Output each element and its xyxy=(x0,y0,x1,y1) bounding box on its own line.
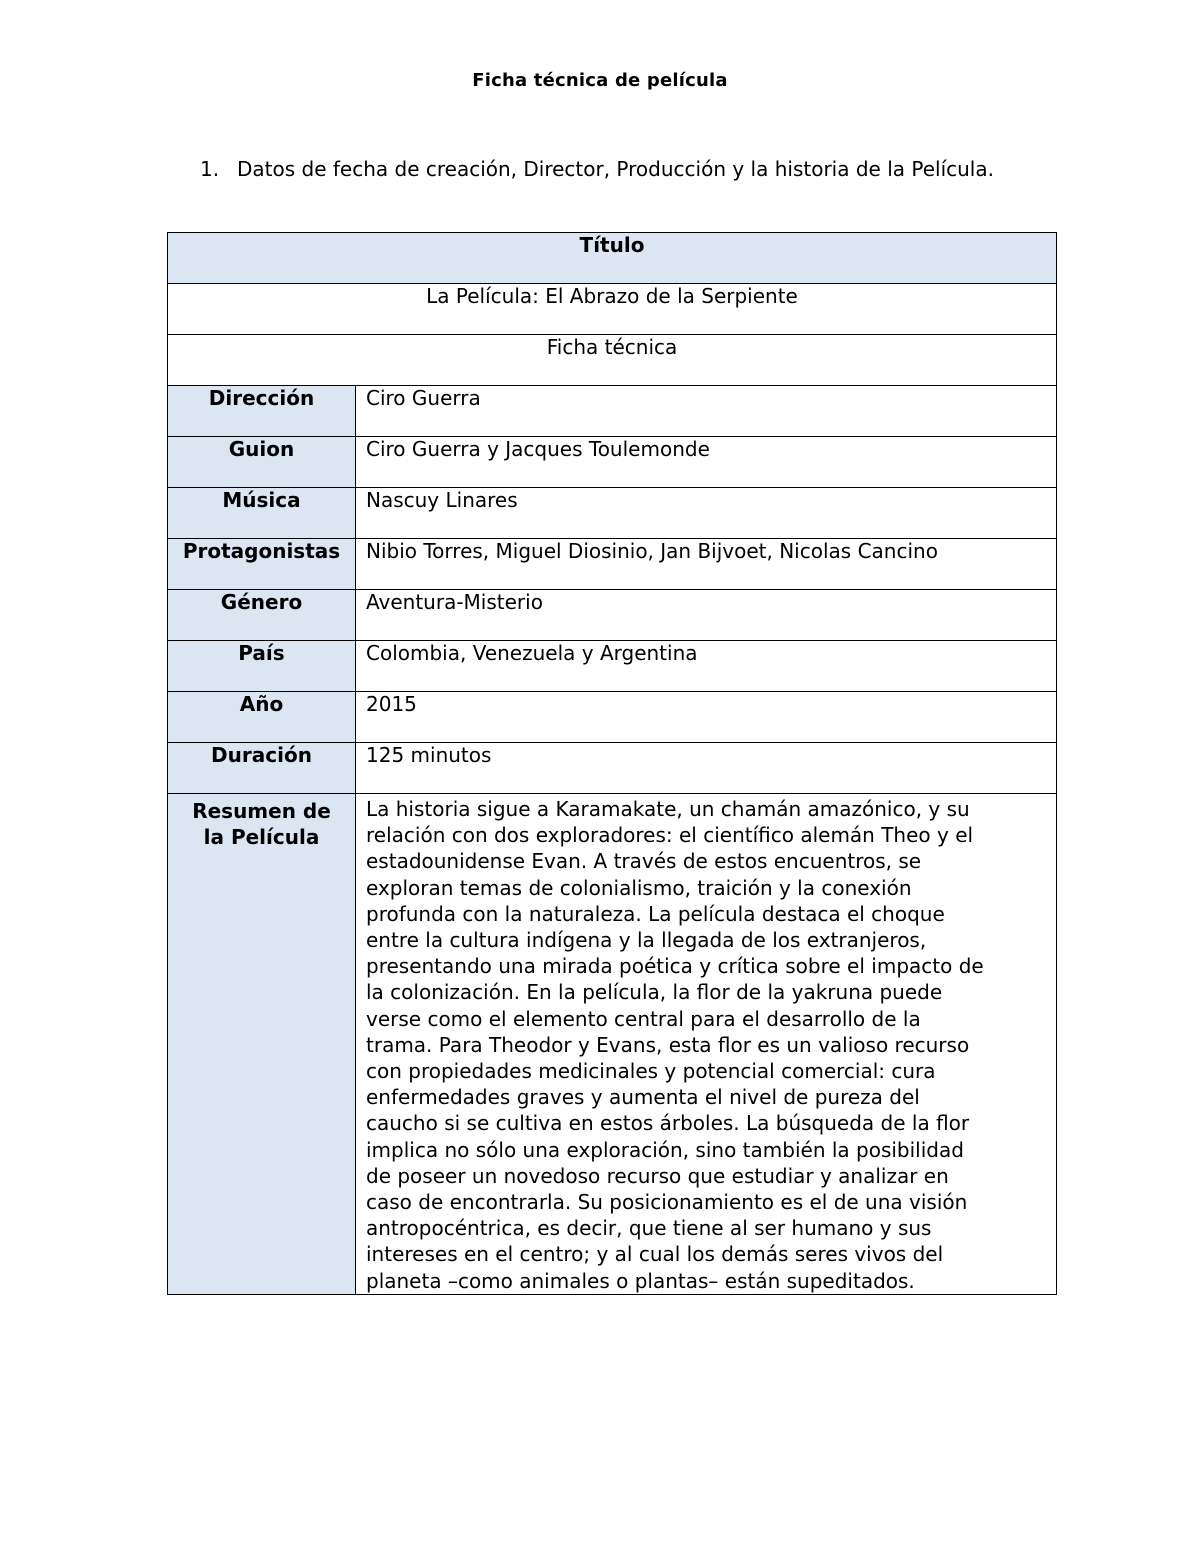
field-value: Nibio Torres, Miguel Diosinio, Jan Bijvoet, Nicolas Cancino xyxy=(356,539,1057,590)
field-value: Aventura-Misterio xyxy=(356,590,1057,641)
field-value: 2015 xyxy=(356,692,1057,743)
list-number: 1. xyxy=(200,157,220,181)
header-label-cell: Título xyxy=(168,233,1057,284)
field-value: 125 minutos xyxy=(356,743,1057,794)
field-row-guion xyxy=(168,437,1057,488)
header-row xyxy=(168,233,1057,284)
field-value: Nascuy Linares xyxy=(356,488,1057,539)
intro-text: Datos de fecha de creación, Director, Producción y la historia de la Película. xyxy=(237,157,994,181)
field-label: Género xyxy=(168,590,356,641)
field-label: Protagonistas xyxy=(168,539,356,590)
field-value: Colombia, Venezuela y Argentina xyxy=(356,641,1057,692)
field-label: Duración xyxy=(168,743,356,794)
summary-row xyxy=(168,794,1057,1295)
field-value: Ciro Guerra xyxy=(356,386,1057,437)
field-row-duracion xyxy=(168,743,1057,794)
field-row-pais xyxy=(168,641,1057,692)
field-label: Dirección xyxy=(168,386,356,437)
section-row xyxy=(168,335,1057,386)
film-title-cell: La Película: El Abrazo de la Serpiente xyxy=(168,284,1057,335)
field-row-musica xyxy=(168,488,1057,539)
field-row-direccion xyxy=(168,386,1057,437)
summary-text: La historia sigue a Karamakate, un chamán amazónico, y su relación con dos exploradores: el científico alemán Theo y el estadounidense Evan. A través de estos encuentros, se exploran temas de colonialismo, traición y la conexión profunda con la naturaleza. La película destaca el choque entre la cultura indígena y la llegada de los extranjeros, presentando una mirada poética y crítica sobre el impacto de la colonización. En la película, la flor de la yakruna puede verse como el elemento central para el desarrollo de la trama. Para Theodor y Evans, esta flor es un valioso recurso con propiedades medicinales y potencial comercial: cura enfermedades graves y aumenta el nivel de pureza del caucho si se cultiva en estos árboles. La búsqueda de la flor implica no sólo una exploración, sino también la posibilidad de poseer un novedoso recurso que estudiar y analizar en caso de encontrarla. Su posicionamiento es el de una visión antropocéntrica, es decir, que tiene al ser humano y sus intereses en el centro; y al cual los demás seres vivos del planeta –como animales o plantas– están supeditados. xyxy=(356,794,1057,1295)
field-value: Ciro Guerra y Jacques Toulemonde xyxy=(356,437,1057,488)
section-label-cell: Ficha técnica xyxy=(168,335,1057,386)
film-title-row xyxy=(168,284,1057,335)
field-label: Guion xyxy=(168,437,356,488)
field-row-genero xyxy=(168,590,1057,641)
field-row-ano xyxy=(168,692,1057,743)
film-datasheet-table xyxy=(167,232,1057,1295)
intro-list-item xyxy=(200,156,1032,182)
field-label: País xyxy=(168,641,356,692)
field-label: Música xyxy=(168,488,356,539)
document-title: Ficha técnica de película xyxy=(472,70,728,91)
summary-label: Resumen de la Película xyxy=(168,794,356,1295)
field-label: Año xyxy=(168,692,356,743)
field-row-protagonistas xyxy=(168,539,1057,590)
